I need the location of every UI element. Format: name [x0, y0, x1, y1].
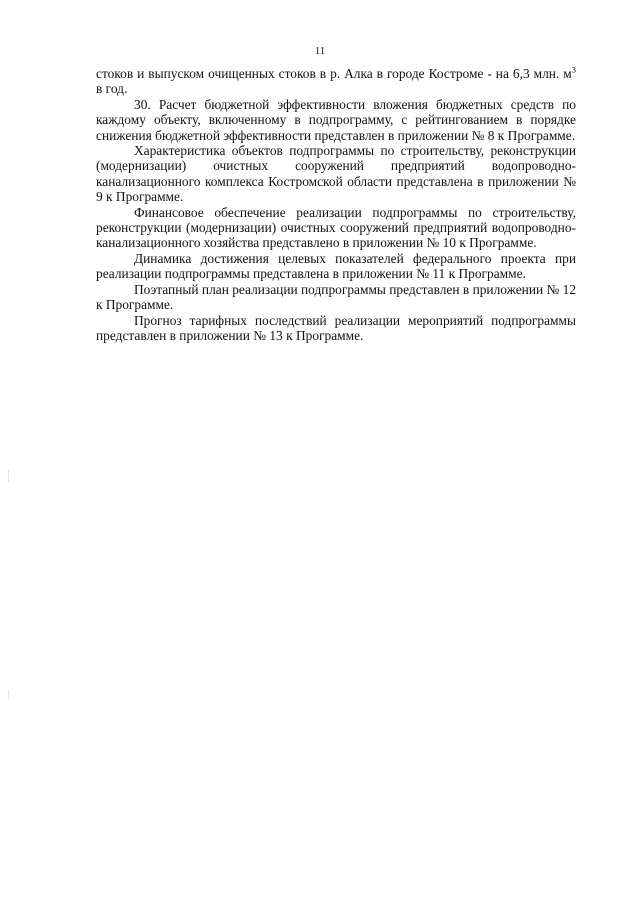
body-text: [96, 66, 576, 343]
paragraph-continuation-tail: в год.: [96, 81, 128, 97]
paragraph-forecast: Прогноз тарифных последствий реализации мероприятий подпрограммы представлен в приложении № 13 к Программе.: [96, 312, 576, 343]
paragraph-dynamics: Динамика достижения целевых показателей федерального проекта при реализации подпрограммы представлена в приложении № 11 к Программе.: [96, 250, 576, 282]
cubic-superscript: 3: [571, 64, 576, 75]
paragraph-plan: Поэтапный план реализации подпрограммы представлен в приложении № 12 к Программе.: [96, 281, 577, 313]
paragraph-financing: Финансовое обеспечение реализации подпрограммы по строительству, реконструкции (модернизации) очистных сооружений предприятий водопроводно-канализационного хозяйства представлено в приложении № 10 к Программе.: [96, 204, 576, 251]
scan-artifact: [8, 690, 9, 700]
paragraph-continuation: [96, 66, 576, 97]
paragraph-item-30: 30. Расчет бюджетной эффективности вложения бюджетных средств по каждому объекту, включенному в подпрограмму, с рейтингованием в порядке снижения бюджетной эффективности представлен в приложении № 8 к Программе.: [96, 96, 576, 143]
scan-artifact: [8, 470, 9, 482]
paragraph-continuation-text: стоков и выпуском очищенных стоков в р. Алка в городе Костроме - на 6,3 млн. м: [96, 66, 572, 81]
paragraph-characteristics: Характеристика объектов подпрограммы по строительству, реконструкции (модернизации) очистных сооружений предприятий водопроводно-канализационного комплекса Костромской области представлена в приложении № 9 к Программе.: [96, 143, 576, 205]
page-number: 11: [314, 45, 326, 57]
